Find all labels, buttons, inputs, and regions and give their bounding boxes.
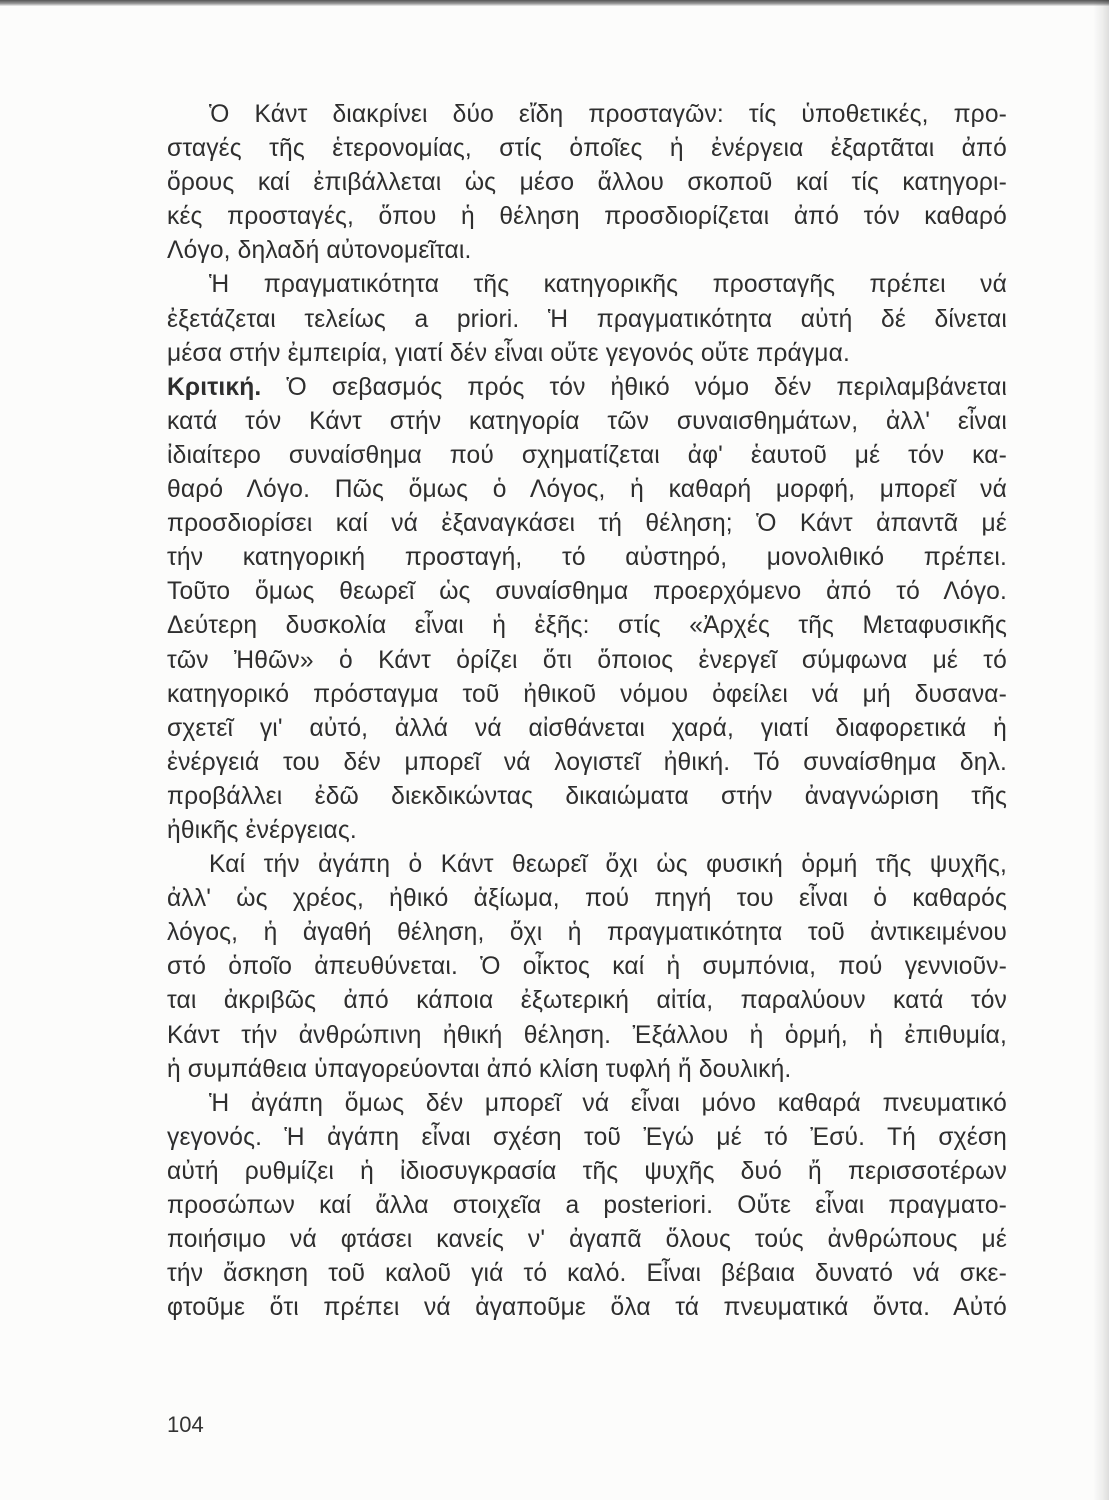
text-line (167, 439, 1007, 473)
text-line (167, 1087, 1007, 1121)
text-line (167, 678, 1007, 712)
line-text: κατά τόν Κάντ στήν κατηγορία τῶν συναισθημάτων, ἀλλ' εἶναι (167, 407, 1007, 435)
line-text: προσδιορίσει καί νά ἐξαναγκάσει τή θέληση; Ὁ Κάντ ἀπαντᾶ μέ (167, 510, 1007, 538)
line-text: σχετεῖ γι' αὐτό, ἀλλά νά αἰσθάνεται χαρά, γιατί διαφορετικά ἡ (167, 714, 1007, 742)
body-text (167, 98, 1007, 1325)
line-text: ται ἀκριβῶς ἀπό κάποια ἐξωτερική αἰτία, παραλύουν κατά τόν (167, 987, 1007, 1015)
page-number: 104 (167, 1412, 204, 1437)
text-line (167, 1257, 1007, 1291)
line-text: ἰδιαίτερο συναίσθημα πού σχηματίζεται ἀφ' ἑαυτοῦ μέ τόν κα- (167, 441, 1007, 469)
line-text: τήν κατηγορική προσταγή, τό αὐστηρό, μονολιθικό πρέπει. (167, 544, 1007, 572)
line-text: γεγονός. Ἡ ἀγάπη εἶναι σχέση τοῦ Ἐγώ μέ τό Ἐσύ. Τή σχέση (167, 1123, 1007, 1151)
text-line (167, 916, 1007, 950)
line-text: ἐνέργειά του δέν μπορεῖ νά λογιστεῖ ἠθική. Τό συναίσθημα δηλ. (167, 748, 1007, 776)
text-line (167, 166, 1007, 200)
text-line (167, 268, 1007, 302)
line-text: Καί τήν ἀγάπη ὁ Κάντ θεωρεῖ ὄχι ὡς φυσική ὁρμή τῆς ψυχῆς, (209, 851, 1007, 879)
line-text: προσώπων καί ἄλλα στοιχεῖα a posteriori. Οὔτε εἶναι πραγματο- (167, 1192, 1007, 1219)
line-text: Κάντ τήν ἀνθρώπινη ἠθική θέληση. Ἐξάλλου ἡ ὁρμή, ἡ ἐπιθυμία, (167, 1021, 1007, 1049)
line-text: αὐτή ρυθμίζει ἡ ἰδιοσυγκρασία τῆς ψυχῆς δυό ἤ περισσοτέρων (167, 1157, 1007, 1185)
text-line (167, 712, 1007, 746)
text-line (167, 609, 1007, 643)
line-text: Ὁ Κάντ διακρίνει δύο εἴδη προσταγῶν: τίς ὑποθετικές, προ- (209, 101, 1007, 128)
line-text: Τοῦτο ὅμως θεωρεῖ ὡς συναίσθημα προερχόμενο ἀπό τό Λόγο. (167, 578, 1007, 606)
text-line (167, 882, 1007, 916)
text-line (167, 1019, 1007, 1053)
text-line (167, 644, 1007, 678)
line-text: Ὁ σεβασμός πρός τόν ἠθικό νόμο δέν περιλαμβάνεται (286, 373, 1007, 401)
line-text: Λόγο, δηλαδή αὐτονομεῖται. (167, 237, 472, 265)
line-text: κατηγορικό πρόσταγμα τοῦ ἠθικοῦ νόμου ὀφείλει νά μή δυσανα- (167, 680, 1007, 708)
text-line (167, 200, 1007, 234)
line-text: σταγές τῆς ἑτερονομίας, στίς ὁποῖες ἡ ἐνέργεια ἐξαρτᾶται ἀπό (167, 135, 1007, 163)
text-line (167, 1155, 1007, 1189)
line-text: ποιήσιμο νά φτάσει κανείς ν' ἀγαπᾶ ὅλους τούς ἀνθρώπους μέ (167, 1226, 1007, 1254)
line-text: μέσα στήν ἐμπειρία, γιατί δέν εἶναι οὔτε γεγονός οὔτε πράγμα. (167, 339, 850, 367)
line-text: λόγος, ἡ ἀγαθή θέληση, ὄχι ἡ πραγματικότητα τοῦ ἀντικειμένου (167, 919, 1007, 947)
text-line (167, 303, 1007, 337)
text-line (167, 1121, 1007, 1155)
text-line (167, 848, 1007, 882)
line-text: κές προσταγές, ὅπου ἡ θέληση προσδιορίζεται ἀπό τόν καθαρό (167, 203, 1007, 231)
line-text: προβάλλει ἐδῶ διεκδικώντας δικαιώματα στήν ἀναγνώριση τῆς (167, 782, 1007, 810)
binding-shadow (1093, 0, 1109, 1500)
text-line (167, 814, 1007, 848)
text-line (167, 541, 1007, 575)
text-line (167, 1053, 1007, 1087)
line-text: φτοῦμε ὅτι πρέπει νά ἀγαποῦμε ὅλα τά πνευματικά ὄντα. Αὐτό (167, 1294, 1007, 1322)
text-line (167, 337, 1007, 371)
line-text: θαρό Λόγο. Πῶς ὅμως ὁ Λόγος, ἡ καθαρή μορφή, μπορεῖ νά (167, 476, 1007, 504)
text-line (167, 984, 1007, 1018)
text-line (167, 371, 1007, 405)
text-line (167, 507, 1007, 541)
text-line (167, 1189, 1007, 1223)
text-line (167, 405, 1007, 439)
text-line (167, 1223, 1007, 1257)
line-text: ἐξετάζεται τελείως a priori. Ἡ πραγματικότητα αὐτή δέ δίνεται (167, 305, 1007, 333)
line-text: τῶν Ἠθῶν» ὁ Κάντ ὁρίζει ὅτι ὅποιος ἐνεργεῖ σύμφωνα μέ τό (167, 646, 1007, 674)
section-lead: Κριτική. (167, 373, 262, 401)
line-text: Ἡ ἀγάπη ὅμως δέν μπορεῖ νά εἶναι μόνο καθαρά πνευματικό (209, 1089, 1007, 1117)
line-text: Δεύτερη δυσκολία εἶναι ἡ ἑξῆς: στίς «Ἀρχές τῆς Μεταφυσικῆς (167, 612, 1007, 640)
text-line (167, 1291, 1007, 1325)
line-text: τήν ἄσκηση τοῦ καλοῦ γιά τό καλό. Εἶναι βέβαια δυνατό νά σκε- (167, 1260, 1007, 1288)
line-text: ἠθικῆς ἐνέργειας. (167, 816, 357, 844)
text-line (167, 746, 1007, 780)
text-line (167, 575, 1007, 609)
text-line (167, 132, 1007, 166)
text-line (167, 780, 1007, 814)
line-text: ἡ συμπάθεια ὑπαγορεύονται ἀπό κλίση τυφλή ἤ δουλική. (167, 1055, 792, 1083)
line-text: ἀλλ' ὡς χρέος, ἠθικό ἀξίωμα, πού πηγή του εἶναι ὁ καθαρός (167, 885, 1007, 913)
line-text: ὅρους καί ἐπιβάλλεται ὡς μέσο ἄλλου σκοποῦ καί τίς κατηγορι- (167, 169, 1007, 197)
text-line (167, 473, 1007, 507)
page-top-edge (0, 0, 1109, 6)
line-text: στό ὁποῖο ἀπευθύνεται. Ὁ οἶκτος καί ἡ συμπόνια, πού γεννιοῦν- (167, 953, 1007, 981)
text-line (167, 98, 1007, 132)
text-line (167, 234, 1007, 268)
text-line (167, 950, 1007, 984)
line-text: Ἡ πραγματικότητα τῆς κατηγορικῆς προσταγῆς πρέπει νά (209, 271, 1007, 299)
